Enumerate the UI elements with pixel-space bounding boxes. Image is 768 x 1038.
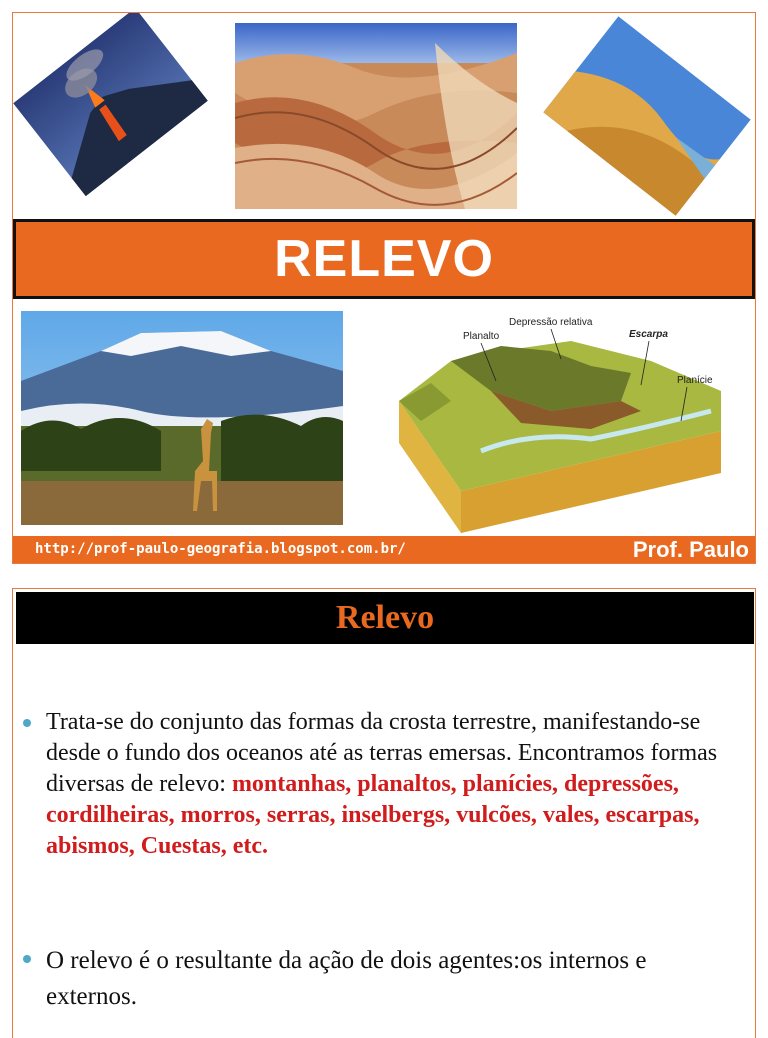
bullet-dot-icon [23, 719, 31, 727]
slide-footer [13, 536, 756, 564]
relief-forms-list: montanhas, planaltos, planícies, depressões, cordilheiras, morros, serras, inselbergs, vulcões, vales, escarpas, abismos, Cuestas, etc. [46, 771, 700, 859]
label-escarpa: Escarpa [629, 329, 668, 340]
author-name: Prof. Paulo [632, 537, 749, 562]
slide-2-title: Relevo [335, 599, 435, 636]
relief-block-diagram [391, 311, 731, 533]
bullet-2-text: O relevo é o resultante da ação de dois agentes:os internos e externos. [46, 947, 647, 1010]
blog-url: http://prof-paulo-geografia.blogspot.com.br/ [35, 541, 406, 557]
bullet-dot-icon [23, 955, 31, 963]
sandstone-canyon-photo [235, 23, 517, 209]
volcano-photo [13, 12, 208, 196]
label-planicie: Planície [677, 375, 713, 386]
slide-2-title-bar [16, 592, 754, 644]
slide-title-bar [13, 219, 755, 299]
desert-dune-photo [543, 16, 750, 216]
slide-2 [12, 588, 756, 1038]
bullet-1-text: Trata-se do conjunto das formas da crosta terrestre, manifestando-se desde o fundo dos oceanos até as terras emersas. Encontramos formas diversas de relevo: [46, 709, 718, 797]
kilimanjaro-giraffe-photo [21, 311, 343, 525]
bullet-agents [23, 943, 723, 1015]
slide-title: RELEVO [274, 230, 494, 288]
label-planalto: Planalto [463, 331, 500, 342]
slide-1 [12, 12, 756, 564]
bullet-definition [23, 707, 723, 862]
label-depressao: Depressão relativa [509, 317, 593, 328]
